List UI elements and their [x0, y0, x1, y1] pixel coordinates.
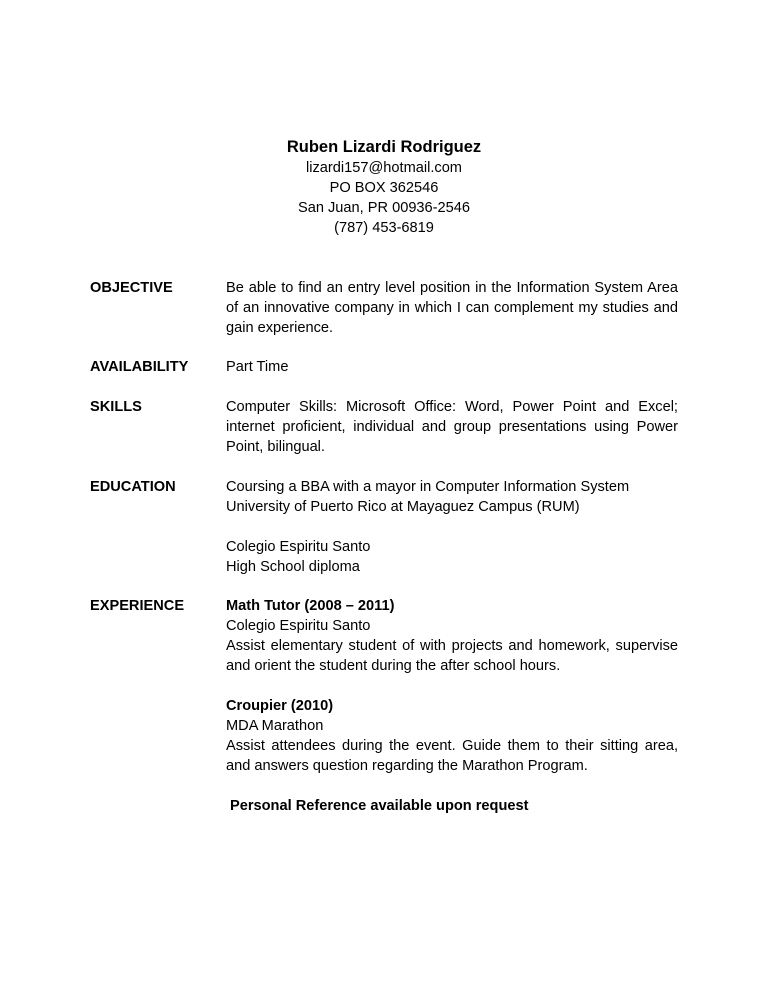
address-line-2: San Juan, PR 00936-2546 [297, 200, 470, 216]
availability-label: AVAILABILITY [90, 359, 189, 375]
education-entry-1-line-2: University of Puerto Rico at Mayaguez Campus (RUM) [226, 499, 580, 515]
education-entries [226, 477, 678, 577]
experience-label: EXPERIENCE [90, 598, 185, 614]
education-entry-2-line-1: Colegio Espiritu Santo [226, 539, 371, 555]
skills-text [226, 397, 678, 457]
job-2-description: Assist attendees during the event. Guide them to their sitting area, and answers question regarding the Marathon Program. [226, 738, 678, 774]
candidate-name: Ruben Lizardi Rodriguez [286, 138, 482, 156]
email-line: lizardi157@hotmail.com [306, 160, 462, 176]
job-1-title: Math Tutor (2008 – 2011) [226, 598, 395, 614]
phone-line: (787) 453-6819 [334, 220, 434, 236]
education-entry-1-line-1: Coursing a BBA with a mayor in Computer Information System [226, 479, 630, 495]
job-2-organization: MDA Marathon [226, 718, 324, 734]
education-entry-2-line-2: High School diploma [226, 559, 360, 575]
experience-spacer [226, 676, 678, 696]
address-line-1: PO BOX 362546 [329, 180, 439, 196]
availability-value: Part Time [226, 359, 289, 375]
resume-header [0, 136, 768, 238]
availability-text [226, 357, 678, 377]
skills-paragraph: Computer Skills: Microsoft Office: Word, Power Point and Excel; internet proficient, individual and group presentations using Power Point, bilingual. [226, 399, 678, 455]
experience-entries [226, 596, 678, 776]
objective-label: OBJECTIVE [90, 280, 173, 296]
objective-text [226, 278, 678, 338]
education-spacer [226, 517, 678, 537]
objective-paragraph: Be able to find an entry level position in the Information System Area of an innovative company in which I can complement my studies and gain experience. [226, 280, 678, 336]
education-label: EDUCATION [90, 479, 176, 495]
reference-note: Personal Reference available upon request [230, 798, 529, 814]
job-2-title: Croupier (2010) [226, 698, 334, 714]
skills-label: SKILLS [90, 399, 142, 415]
job-1-description: Assist elementary student of with projects and homework, supervise and orient the student during the after school hours. [226, 638, 678, 674]
job-1-organization: Colegio Espiritu Santo [226, 618, 371, 634]
